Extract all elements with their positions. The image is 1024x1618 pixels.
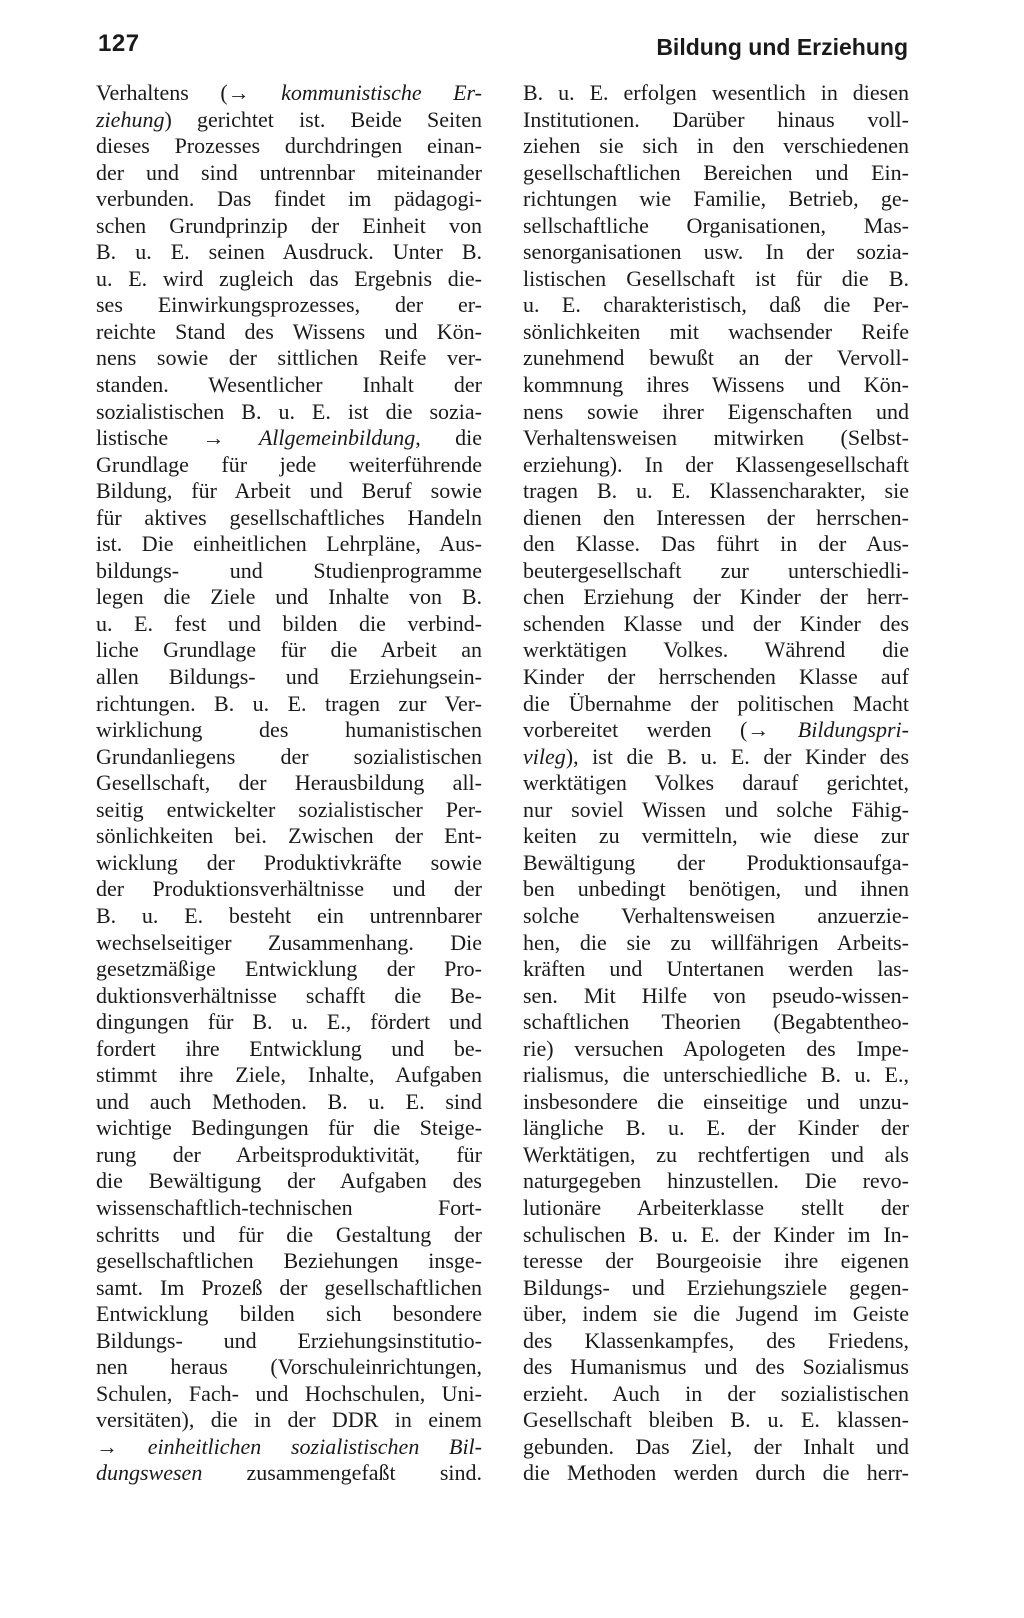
text-line <box>523 1142 909 1169</box>
text-line <box>96 770 482 797</box>
text-line <box>96 1301 482 1328</box>
text-line <box>96 611 482 638</box>
body-text: nens sowie ihrer Eigenschaften und <box>523 398 909 424</box>
cross-reference-text: Bildungspri- <box>797 717 909 743</box>
text-line <box>96 1195 482 1222</box>
text-line <box>96 478 482 505</box>
body-text: sönlichkeiten mit wachsender Reife <box>523 318 909 344</box>
text-line <box>523 399 909 426</box>
text-line <box>523 1089 909 1116</box>
body-text: u. E. wird zugleich das Ergebnis die- <box>96 265 482 291</box>
text-line <box>96 1089 482 1116</box>
text-line <box>523 823 909 850</box>
text-line <box>523 319 909 346</box>
body-text: schen Grundprinzip der Einheit von <box>96 212 482 238</box>
text-line <box>96 186 482 213</box>
text-line <box>96 1168 482 1195</box>
body-text: reichte Stand des Wissens und Kön- <box>96 318 482 344</box>
body-text: Gesellschaft, der Herausbildung all- <box>96 770 482 796</box>
text-line <box>523 425 909 452</box>
body-text: längliche B. u. E. der Kinder der <box>523 1115 909 1141</box>
body-text: Bewältigung der Produktionsaufga- <box>523 849 909 875</box>
body-text: wichtige Bedingungen für die Steige- <box>96 1115 482 1141</box>
text-line <box>96 1354 482 1381</box>
text-line <box>96 531 482 558</box>
body-text: kräften und Untertanen werden las- <box>523 956 909 982</box>
text-line <box>523 266 909 293</box>
body-text: richtungen wie Familie, Betrieb, ge- <box>523 186 909 212</box>
body-text: schritts und für die Gestaltung der <box>96 1221 482 1247</box>
body-text: dienen den Interessen der herrschen- <box>523 504 909 530</box>
body-text: erziehung). In der Klassengesellschaft <box>523 451 909 477</box>
body-text: über, indem sie die Jugend im Geiste <box>523 1301 909 1327</box>
body-text: des Klassenkampfes, des Friedens, <box>523 1327 909 1353</box>
text-line <box>523 1381 909 1408</box>
body-text: zusammengefaßt sind. <box>202 1460 482 1486</box>
text-line <box>523 717 909 744</box>
body-text: versitäten), die in der DDR in einem <box>96 1407 482 1433</box>
body-text: Kinder der herrschenden Klasse auf <box>523 664 909 690</box>
body-text: des Humanismus und des Sozialismus <box>523 1354 909 1380</box>
text-line <box>96 239 482 266</box>
body-text: sönlichkeiten bei. Zwischen der Ent- <box>96 823 482 849</box>
body-text: den Klasse. Das führt in der Aus- <box>523 531 909 557</box>
text-line <box>96 319 482 346</box>
text-line <box>96 425 482 452</box>
body-text: rung der Arbeitsproduktivität, für <box>96 1141 482 1167</box>
text-line <box>96 584 482 611</box>
body-text: Grundlage für jede weiterführende <box>96 451 482 477</box>
body-text: teresse der Bourgeoisie ihre eigenen <box>523 1248 909 1274</box>
body-text: dieses Prozesses durchdringen einan- <box>96 133 482 159</box>
body-text: ziehen sie sich in den verschiedenen <box>523 133 909 159</box>
body-text: insbesondere die einseitige und unzu- <box>523 1088 909 1114</box>
text-line <box>96 1275 482 1302</box>
text-line <box>96 691 482 718</box>
body-text: Verhaltens (→ <box>96 80 282 105</box>
text-line <box>96 1248 482 1275</box>
cross-reference-text: ziehung <box>96 106 165 132</box>
body-text: gebunden. Das Ziel, der Inhalt und <box>523 1433 909 1459</box>
body-text: stimmt ihre Ziele, Inhalte, Aufgaben <box>96 1062 482 1088</box>
body-text: werktätigen Volkes. Während die <box>523 637 909 663</box>
body-text: nens sowie der sittlichen Reife ver- <box>96 345 482 371</box>
body-text: tragen B. u. E. Klassencharakter, sie <box>523 478 909 504</box>
text-line <box>523 1115 909 1142</box>
body-text: sellschaftliche Organisationen, Mas- <box>523 212 909 238</box>
cross-reference-text: einheitlichen sozialistischen Bil- <box>147 1433 482 1459</box>
text-line <box>96 903 482 930</box>
cross-reference-text: kommunistische Er- <box>281 80 482 105</box>
text-line <box>96 1036 482 1063</box>
body-text: rialismus, die unterschiedliche B. u. E., <box>523 1062 909 1088</box>
text-line <box>96 399 482 426</box>
body-text: rie) versuchen Apologeten des Impe- <box>523 1035 909 1061</box>
text-line <box>523 930 909 957</box>
body-text: wirklichung des humanistischen <box>96 717 482 743</box>
body-text: allen Bildungs- und Erziehungsein- <box>96 664 482 690</box>
text-line <box>96 823 482 850</box>
text-line <box>523 956 909 983</box>
text-line <box>96 876 482 903</box>
cross-reference-text: Allgemeinbildung <box>258 425 416 451</box>
body-text: Institutionen. Darüber hinaus voll- <box>523 106 909 132</box>
text-line <box>523 797 909 824</box>
text-line <box>96 1115 482 1142</box>
body-text: chen Erziehung der Kinder der herr- <box>523 584 909 610</box>
body-text: beutergesellschaft zur unterschiedli- <box>523 557 909 583</box>
text-line <box>523 1354 909 1381</box>
body-text: , die <box>415 425 482 451</box>
text-line <box>96 292 482 319</box>
text-line <box>96 664 482 691</box>
body-text: dingungen für B. u. E., fördert und <box>96 1009 482 1035</box>
body-text: Werktätigen, zu rechtfertigen und als <box>523 1141 909 1167</box>
text-line <box>523 239 909 266</box>
body-text: standen. Wesentlicher Inhalt der <box>96 372 482 398</box>
body-text: die Übernahme der politischen Macht <box>523 690 909 716</box>
text-line <box>523 664 909 691</box>
text-line <box>523 1407 909 1434</box>
body-text: Bildungs- und Erziehungsziele gegen- <box>523 1274 909 1300</box>
text-line <box>96 1009 482 1036</box>
cross-reference-text: vileg <box>523 743 566 769</box>
text-line <box>96 505 482 532</box>
body-text: Grundanliegens der sozialistischen <box>96 743 482 769</box>
text-line <box>523 1222 909 1249</box>
body-text: ist. Die einheitlichen Lehrpläne, Aus- <box>96 531 482 557</box>
text-line <box>523 637 909 664</box>
text-line <box>96 1142 482 1169</box>
body-text: sen. Mit Hilfe von pseudo-wissen- <box>523 982 909 1008</box>
text-line <box>523 1248 909 1275</box>
text-line <box>96 1062 482 1089</box>
text-line <box>96 345 482 372</box>
body-text: schulischen B. u. E. der Kinder im In- <box>523 1221 909 1247</box>
body-text: B. u. E. seinen Ausdruck. Unter B. <box>96 239 482 265</box>
body-text: werktätigen Volkes darauf gerichtet, <box>523 770 909 796</box>
text-line <box>96 1381 482 1408</box>
body-text: wissenschaftlich-technischen Fort- <box>96 1194 482 1220</box>
body-text: B. u. E. erfolgen wesentlich in diesen <box>523 80 909 105</box>
text-line <box>523 133 909 160</box>
body-text: ses Einwirkungsprozesses, der er- <box>96 292 482 318</box>
body-text: nur soviel Wissen und solche Fähig- <box>523 796 909 822</box>
body-text: sozialistischen B. u. E. ist die sozia- <box>96 398 482 424</box>
text-line <box>523 186 909 213</box>
body-text: senorganisationen usw. In der sozia- <box>523 239 909 265</box>
text-line <box>96 80 482 107</box>
body-text: ), ist die B. u. E. der Kinder des <box>565 743 909 769</box>
text-line <box>96 266 482 293</box>
text-line <box>523 691 909 718</box>
page-number: 127 <box>98 30 140 57</box>
text-line <box>523 1301 909 1328</box>
body-text: fordert ihre Entwicklung und be- <box>96 1035 482 1061</box>
body-text: ben unbedingt benötigen, und ihnen <box>523 876 909 902</box>
text-line <box>523 1195 909 1222</box>
text-line <box>523 611 909 638</box>
text-line <box>96 797 482 824</box>
text-line <box>523 983 909 1010</box>
body-text: → <box>96 1433 148 1459</box>
text-line <box>523 1168 909 1195</box>
body-text: der Produktionsverhältnisse und der <box>96 876 482 902</box>
text-line <box>96 213 482 240</box>
text-line <box>96 1328 482 1355</box>
text-line <box>523 531 909 558</box>
text-line <box>96 452 482 479</box>
body-text: richtungen. B. u. E. tragen zur Ver- <box>96 690 482 716</box>
body-text: gesellschaftlichen Bereichen und Ein- <box>523 159 909 185</box>
body-text: legen die Ziele und Inhalte von B. <box>96 584 482 610</box>
body-text: die Bewältigung der Aufgaben des <box>96 1168 482 1194</box>
text-line <box>96 930 482 957</box>
body-text: der und sind untrennbar miteinander <box>96 159 482 185</box>
body-text: Bildung, für Arbeit und Beruf sowie <box>96 478 482 504</box>
body-text: lutionäre Arbeiterklasse stellt der <box>523 1194 909 1220</box>
text-line <box>96 558 482 585</box>
text-line <box>96 133 482 160</box>
body-text: hen, die sie zu willfährigen Arbeits- <box>523 929 909 955</box>
body-text: wechselseitiger Zusammenhang. Die <box>96 929 482 955</box>
text-line <box>523 770 909 797</box>
text-line <box>96 1434 482 1461</box>
text-line <box>523 213 909 240</box>
body-text: naturgegeben hinzustellen. Die revo- <box>523 1168 909 1194</box>
text-line <box>96 372 482 399</box>
body-text: u. E. fest und bilden die verbind- <box>96 610 482 636</box>
text-line <box>96 160 482 187</box>
text-line <box>96 850 482 877</box>
text-line <box>96 107 482 134</box>
text-line <box>96 1407 482 1434</box>
body-text: schenden Klasse und der Kinder des <box>523 610 909 636</box>
text-line <box>523 558 909 585</box>
body-text: keiten zu vermitteln, wie diese zur <box>523 823 909 849</box>
body-text: nen heraus (Vorschuleinrichtungen, <box>96 1354 482 1380</box>
text-line <box>523 478 909 505</box>
body-text: verbunden. Das findet im pädagogi- <box>96 186 482 212</box>
text-line <box>523 345 909 372</box>
text-line <box>523 1036 909 1063</box>
body-text: duktionsverhältnisse schafft die Be- <box>96 982 482 1008</box>
body-text: schaftlichen Theorien (Begabtentheo- <box>523 1009 909 1035</box>
body-text: Bildungs- und Erziehungsinstitutio- <box>96 1327 482 1353</box>
body-text: B. u. E. besteht ein untrennbarer <box>96 902 482 928</box>
body-text: listischen Gesellschaft ist für die B. <box>523 265 909 291</box>
text-line <box>523 1009 909 1036</box>
text-line <box>523 107 909 134</box>
text-line <box>96 744 482 771</box>
text-line <box>523 1460 909 1487</box>
body-text: kommnung ihres Wissens und Kön- <box>523 372 909 398</box>
body-text: Entwicklung bilden sich besondere <box>96 1301 482 1327</box>
body-text: listische → <box>96 425 259 451</box>
text-line <box>523 1328 909 1355</box>
text-line <box>523 903 909 930</box>
body-text: erzieht. Auch in der sozialistischen <box>523 1380 909 1406</box>
body-text: und auch Methoden. B. u. E. sind <box>96 1088 482 1114</box>
text-line <box>523 584 909 611</box>
text-line <box>96 983 482 1010</box>
text-line <box>96 1460 482 1487</box>
text-line <box>523 1275 909 1302</box>
body-text: wicklung der Produktivkräfte sowie <box>96 849 482 875</box>
text-line <box>96 637 482 664</box>
body-text: liche Grundlage für die Arbeit an <box>96 637 482 663</box>
body-text: u. E. charakteristisch, daß die Per- <box>523 292 909 318</box>
text-column-left <box>96 80 482 1487</box>
body-text: vorbereitet werden (→ <box>523 717 798 743</box>
text-line <box>523 452 909 479</box>
text-line <box>523 292 909 319</box>
body-text: seitig entwickelter sozialistischer Per- <box>96 796 482 822</box>
body-text: die Methoden werden durch die herr- <box>523 1460 909 1486</box>
text-line <box>523 80 909 107</box>
body-text: samt. Im Prozeß der gesellschaftlichen <box>96 1274 482 1300</box>
running-title: Bildung und Erziehung <box>656 34 908 60</box>
body-text: solche Verhaltensweisen anzuerzie- <box>523 902 909 928</box>
text-line <box>96 956 482 983</box>
body-text: ) gerichtet ist. Beide Seiten <box>164 106 482 132</box>
text-line <box>523 850 909 877</box>
body-text: gesetzmäßige Entwicklung der Pro- <box>96 956 482 982</box>
text-line <box>523 876 909 903</box>
text-line <box>96 717 482 744</box>
text-line <box>523 505 909 532</box>
text-line <box>96 1222 482 1249</box>
text-column-right <box>523 80 909 1487</box>
cross-reference-text: dungswesen <box>96 1460 203 1486</box>
text-line <box>523 1062 909 1089</box>
text-line <box>523 744 909 771</box>
body-text: Gesellschaft bleiben B. u. E. klassen- <box>523 1407 909 1433</box>
text-line <box>523 160 909 187</box>
body-text: Verhaltensweisen mitwirken (Selbst- <box>523 425 909 451</box>
body-text: Schulen, Fach- und Hochschulen, Uni- <box>96 1380 482 1406</box>
body-text: bildungs- und Studienprogramme <box>96 557 482 583</box>
text-line <box>523 372 909 399</box>
body-text: gesellschaftlichen Beziehungen insge- <box>96 1248 482 1274</box>
body-text: für aktives gesellschaftliches Handeln <box>96 504 482 530</box>
body-text: zunehmend bewußt an der Vervoll- <box>523 345 909 371</box>
text-line <box>523 1434 909 1461</box>
